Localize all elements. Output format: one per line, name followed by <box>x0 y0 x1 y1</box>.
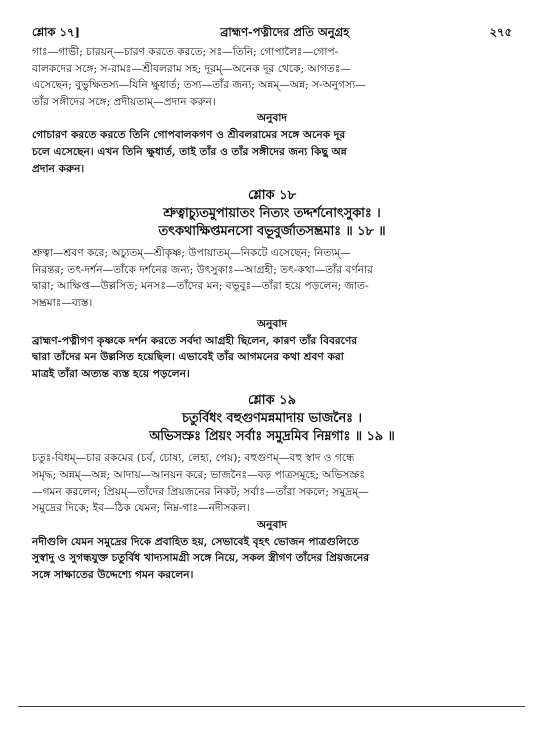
word-meanings-18 <box>32 245 512 311</box>
header-title: ব্রাহ্মণ-পত্নীদের প্রতি অনুগ্রহ <box>220 25 350 39</box>
word-meanings-17 <box>32 44 512 110</box>
verse-line: অভিসস্রুঃ প্রিয়ং সর্বাঃ সমুদ্রমিব নিম্নগাঃ ॥ ১৯ ॥ <box>149 429 395 445</box>
text-line: নদীগুলি যেমন সমুদ্রের দিকে প্রবাহিত হয়, সেভাবেই বৃহৎ ভোজন পাত্রগুলিতে <box>32 535 359 548</box>
translation-heading: অনুবাদ <box>256 317 288 330</box>
header-chapter-ref: শ্লোক ১৭] <box>32 25 80 39</box>
text-line: দ্বারা; আক্ষিপ্ত—উল্লসিত; মনসঃ—তাঁদের মন; বভূবুঃ—তাঁরা হয়ে পড়লেন; জাত- <box>32 280 369 293</box>
text-line: —গমন করলেন; প্রিয়ম্—তাঁদের প্রিয়জনের নিকট; সর্বাঃ—তাঁরা সকলে; সমুদ্রম্— <box>32 485 369 498</box>
text-line: নিরন্তর; তৎ-দর্শন—তাঁকে দর্শনের জন্য; উৎসুকাঃ—আগ্রহী; তৎ-কথা—তাঁর বর্ণনার <box>32 263 373 276</box>
shloka-18-title: শ্লোক ১৮ <box>247 188 297 204</box>
text-line: বালকদের সঙ্গে; স-রামঃ—শ্রীবলরাম সহ; দূরম্—অনেক দূর থেকে; আগতঃ— <box>32 62 351 75</box>
text-line: দ্বারা তাঁদের মন উল্লসিত হয়েছিল। এভাবেই তাঁর আগমনের কথা শ্রবণ করা <box>32 351 344 364</box>
text-line: শ্রুত্বা—শ্রবণ করে; অচ্যুতম্—শ্রীকৃষ্ণ; উপায়াতম্—নিকটে এসেছেন; নিত্যম্— <box>32 247 351 260</box>
verse-line: তৎকথাক্ষিপ্তমনসো বভূবুর্জাতসম্ভ্রমাঃ ॥ ১৮ ॥ <box>158 224 386 240</box>
text-line: মাত্রই তাঁরা অত্যন্ত ব্যস্ত হয়ে পড়লেন। <box>32 367 190 380</box>
text-line: তাঁর সঙ্গীদের সঙ্গে; প্রদীয়তাম্—প্রদান করুন। <box>32 95 216 108</box>
text-line: গোচারণ করতে করতে তিনি গোপবালকগণ ও শ্রীবলরামের সঙ্গে অনেক দূর <box>32 129 346 142</box>
running-header <box>32 24 512 44</box>
text-line: সুস্বাদু ও সুগন্ধযুক্ত চতুর্বিধ খাদ্যসামগ্রী সঙ্গে নিয়ে, সকল স্ত্রীগণ তাঁদের প্রিয়জনের <box>32 552 370 565</box>
shloka-18-verse <box>32 205 512 241</box>
text-line: চতুঃ-বিধম্—চার রকমের (চর্ব, চোষ্য, লেহ্য, পেয়); বহুগুণম্—বহু স্বাদ ও গন্ধে <box>32 452 355 465</box>
verse-line: শ্রুত্বাচ্যুতমুপায়াতং নিত্যং তদ্দর্শনোৎসুকাঃ । <box>163 206 381 222</box>
text-line: সমৃদ্ধ; অন্নম্—অন্ন; আদায়—আনয়ন করে; ভাজনৈঃ—বড় পাত্রসমূহে; অভিসস্রুঃ <box>32 468 366 481</box>
word-meanings-19 <box>32 450 512 516</box>
text-line: ব্রাহ্মণ-পত্নীগণ কৃষ্ণকে দর্শন করতে সর্বদা আগ্রহী ছিলেন, কারণ তাঁর বিবরণের <box>32 334 358 347</box>
text-line: সঙ্গে সাক্ষাতের উদ্দেশ্যে গমন করলেন। <box>32 568 194 581</box>
shloka-19-title: শ্লোক ১৯ <box>247 393 297 409</box>
text-line: গাঃ—গাভী; চারয়ন্—চারণ করতে করতে; সঃ—তিনি; গোপালৈঃ—গোপ- <box>32 46 339 58</box>
translation-19 <box>32 534 512 584</box>
shloka-19-verse <box>32 410 512 446</box>
translation-heading: অনুবাদ <box>256 518 288 531</box>
text-line: প্রদান করুন। <box>32 162 85 175</box>
footer-rule <box>18 706 525 707</box>
translation-heading: অনুবাদ <box>256 112 288 125</box>
translation-17 <box>32 127 512 177</box>
text-line: সমুদ্রের দিকে; ইব—ঠিক যেমন; নিম্ন-গাঃ—নদীসকল। <box>32 502 250 515</box>
text-line: এসেছেন; বুভুক্ষিতস্য—যিনি ক্ষুধার্ত; তস্য—তাঁর জন্য; অন্নম্—অন্ন; স-অনুগস্য— <box>32 79 366 92</box>
text-line: সম্ভ্রমাঃ—ব্যস্ত। <box>32 296 93 309</box>
verse-line: চতুর্বিধং বহুগুণমন্নমাদায় ভাজনৈঃ । <box>181 411 363 427</box>
page-number: ২৭৫ <box>489 25 512 39</box>
text-line: চলে এসেছেন। এখন তিনি ক্ষুধার্ত, তাই তাঁর ও তাঁর সঙ্গীদের জন্য কিছু অন্ন <box>32 145 347 158</box>
page <box>32 24 512 583</box>
translation-18 <box>32 333 512 383</box>
